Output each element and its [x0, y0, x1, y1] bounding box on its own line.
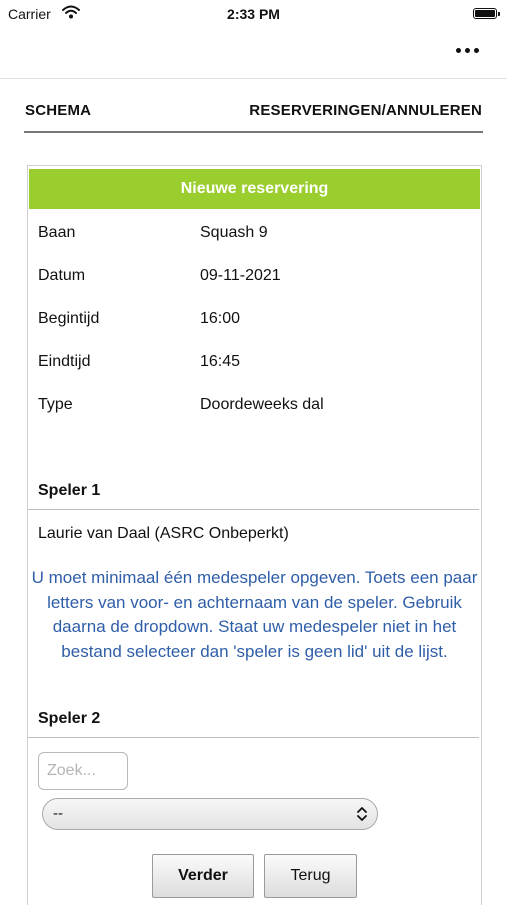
select-value: -- [53, 805, 63, 822]
tab-reserveringen-annuleren[interactable]: RESERVERINGEN/ANNULEREN [249, 102, 482, 119]
field-row-type [38, 396, 324, 414]
battery-icon [473, 8, 497, 19]
field-row-begintijd [38, 310, 241, 328]
back-button[interactable]: Terug [264, 854, 357, 898]
player1-name: Laurie van Daal (ASRC Onbeperkt) [38, 525, 289, 542]
field-value: Doordeweeks dal [200, 396, 324, 413]
player2-search-input[interactable] [38, 752, 128, 790]
info-message: U moet minimaal één medespeler opgeven. Toets een paar letters van voor- en achternaam van de speler. Gebruik daarna de dropdown. Staat uw medespeler niet in het bestand selecteer dan 'speler is geen lid' uit de lijst. [31, 568, 478, 661]
card-header: Nieuwe reservering [29, 169, 480, 209]
field-value: Squash 9 [200, 224, 268, 241]
field-row-eindtijd [38, 353, 241, 371]
player2-select[interactable] [42, 798, 378, 830]
field-label: Baan [38, 224, 76, 241]
chevron-up-down-icon [356, 805, 368, 823]
clock: 2:33 PM [227, 6, 280, 22]
field-row-datum [38, 267, 281, 285]
player2-title: Speler 2 [38, 710, 101, 727]
field-value: 16:00 [200, 310, 241, 327]
field-value: 16:45 [200, 353, 241, 370]
navigation-bar [0, 28, 507, 79]
status-bar [0, 0, 507, 28]
field-row-baan [38, 224, 268, 242]
divider [28, 509, 479, 510]
player1-title: Speler 1 [38, 482, 101, 499]
divider [28, 737, 479, 738]
field-label: Datum [38, 267, 86, 284]
field-label: Begintijd [38, 310, 100, 327]
field-label: Eindtijd [38, 353, 91, 370]
tab-bar [24, 99, 483, 133]
next-button[interactable]: Verder [152, 854, 254, 898]
field-label: Type [38, 396, 73, 413]
tab-schema[interactable]: SCHEMA [25, 102, 92, 119]
carrier-label: Carrier [8, 6, 51, 22]
reservation-card [27, 165, 482, 905]
more-options-icon[interactable] [456, 48, 479, 53]
field-value: 09-11-2021 [200, 267, 281, 284]
